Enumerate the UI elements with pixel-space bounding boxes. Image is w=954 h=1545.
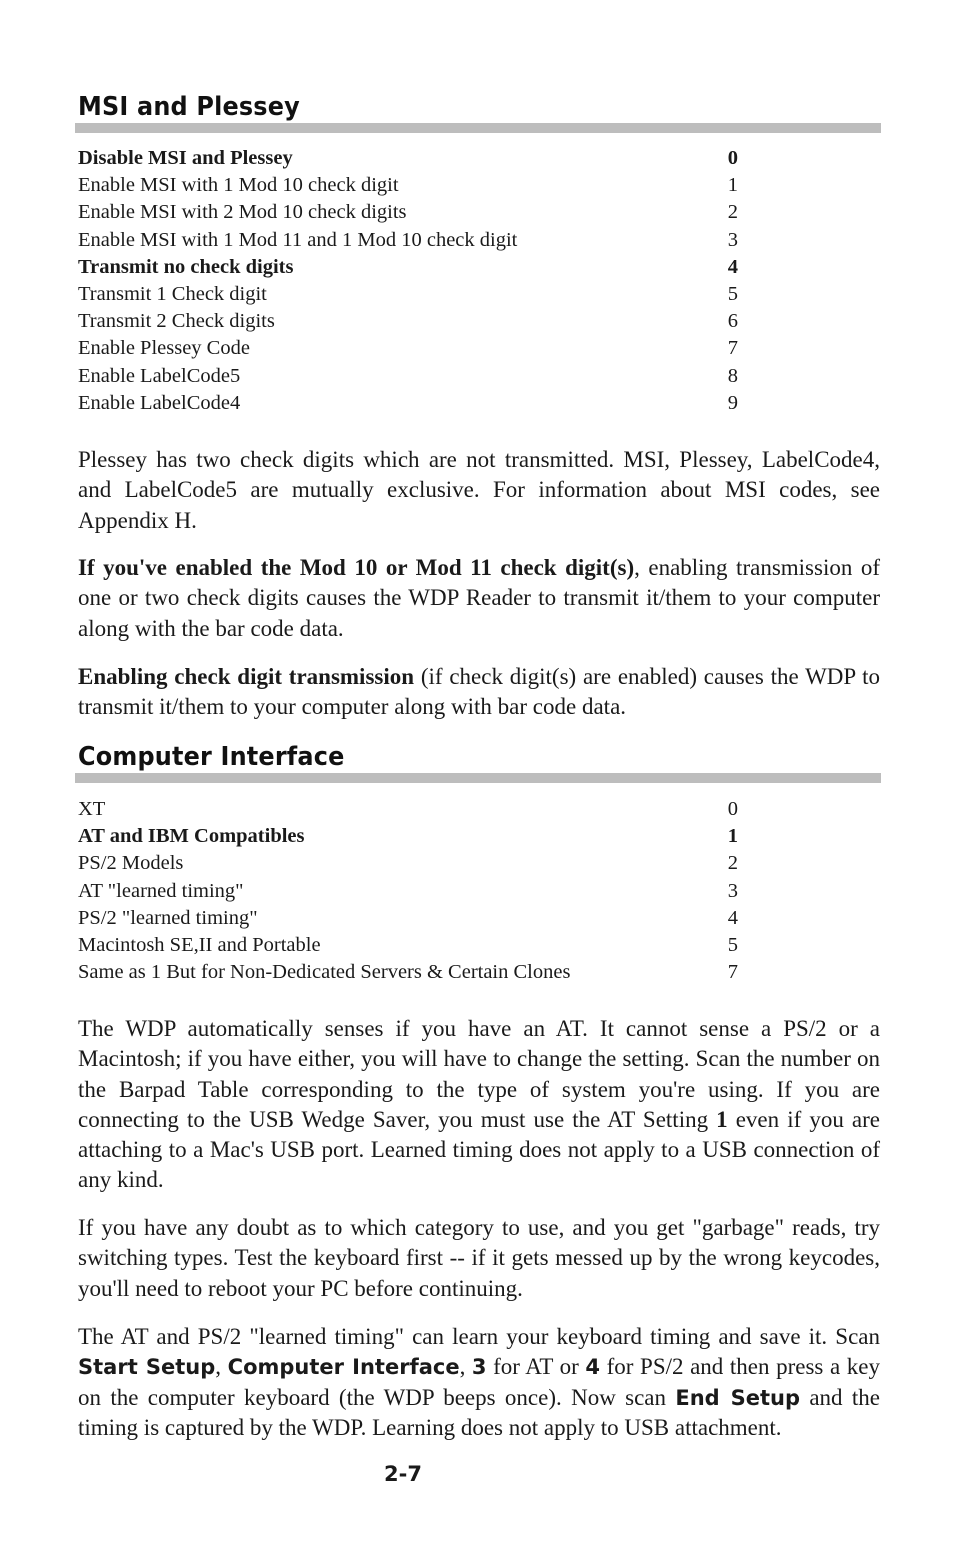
row-value: 4 <box>727 255 738 278</box>
msi-paragraph-3 <box>78 662 880 723</box>
row-label: Transmit no check digits <box>78 255 294 278</box>
row-label: PS/2 Models <box>78 852 184 875</box>
row-value: 0 <box>727 147 738 169</box>
msi-paragraph-2-text: , enabling transmission of one or two check digits causes the WDP Reader to transmit it/them to your computer along with the bar code data. <box>78 555 881 641</box>
row-value: 3 <box>727 879 738 902</box>
table-row <box>78 959 738 986</box>
table-row <box>78 145 738 172</box>
msi-paragraph-3-bold: Enabling check digit transmission <box>78 664 415 689</box>
row-label: Same as 1 But for Non-Dedicated Servers & Certain Clones <box>78 961 571 984</box>
row-label: Transmit 2 Check digits <box>78 310 275 333</box>
row-value: 1 <box>727 825 738 848</box>
table-row <box>78 878 738 905</box>
table-row <box>78 796 738 823</box>
computer-paragraph-2: If you have any doubt as to which category to use, and you get "garbage" reads, try switching types. Test the keyboard first -- if it gets messed up by the wrong keycodes, you'll need to reboot your PC before continuing. <box>78 1215 880 1301</box>
computer-paragraph-3 <box>78 1322 880 1443</box>
msi-plessey-section <box>78 91 882 133</box>
p3-start-setup: Start Setup <box>78 1355 216 1380</box>
msi-options-table <box>78 145 738 417</box>
p3-code-3: 3 <box>471 1355 487 1380</box>
row-label: Enable LabelCode4 <box>78 391 241 414</box>
msi-paragraph-2-bold: If you've enabled the Mod 10 or Mod 11 check digit(s) <box>78 555 635 580</box>
heading-rule <box>75 773 881 783</box>
row-value: 5 <box>727 282 738 305</box>
p3-code-4: 4 <box>585 1355 600 1380</box>
row-value: 0 <box>727 798 738 820</box>
computer-options-table <box>78 796 738 986</box>
row-value: 6 <box>727 310 738 333</box>
table-row <box>78 227 738 254</box>
document-page <box>78 0 882 1545</box>
table-row <box>78 335 738 362</box>
p3-sep-1: , <box>215 1354 228 1380</box>
row-label: AT "learned timing" <box>78 879 244 902</box>
row-value: 9 <box>727 391 738 414</box>
computer-interface-heading: Computer Interface <box>78 742 345 772</box>
row-label: Macintosh SE,II and Portable <box>78 933 321 956</box>
row-value: 3 <box>727 228 738 251</box>
row-label: Enable MSI with 1 Mod 11 and 1 Mod 10 check digit <box>78 228 518 251</box>
row-value: 7 <box>727 337 738 360</box>
computer-paragraph-1 <box>78 1014 880 1196</box>
p3-sep-4: for PS/2 and then press a key on the computer keyboard (the WDP beeps once). Now scan <box>78 1354 881 1410</box>
heading-rule <box>75 123 881 133</box>
table-row <box>78 850 738 877</box>
row-value: 5 <box>727 933 738 956</box>
computer-paragraph-1-text-c: even if you are attaching to a Mac's USB port. Learned timing does not apply to a USB connection of any kind. <box>78 1106 880 1193</box>
row-label: XT <box>78 798 106 820</box>
table-row <box>78 932 738 959</box>
msi-paragraph-3-text: (if check digit(s) are enabled) causes the WDP to transmit it/them to your computer along with bar code data. <box>78 664 880 720</box>
p3-sep-2: , <box>459 1354 472 1380</box>
table-row <box>78 308 738 335</box>
row-label: Enable LabelCode5 <box>78 364 241 387</box>
table-row <box>78 199 738 226</box>
row-value: 2 <box>727 201 738 224</box>
computer-interface-section <box>78 741 882 783</box>
row-label: Enable MSI with 2 Mod 10 check digits <box>78 201 407 224</box>
row-label: Transmit 1 Check digit <box>78 282 267 305</box>
row-label: AT and IBM Compatibles <box>78 825 305 848</box>
row-value: 2 <box>727 852 738 875</box>
p3-end-setup: End Setup <box>675 1385 800 1410</box>
computer-paragraph-1-setting: 1 <box>716 1106 728 1132</box>
row-value: 8 <box>727 364 738 387</box>
table-row <box>78 281 738 308</box>
msi-plessey-heading: MSI and Plessey <box>78 92 300 122</box>
p3-text-a: The AT and PS/2 "learned timing" can learn your keyboard timing and save it. Scan <box>78 1324 880 1349</box>
row-value: 4 <box>727 906 738 929</box>
row-label: Enable Plessey Code <box>78 337 250 360</box>
row-label: Enable MSI with 1 Mod 10 check digit <box>78 174 399 197</box>
row-label: Disable MSI and Plessey <box>78 147 293 169</box>
computer-paragraph-1-text-a: The WDP automatically senses if you have an AT. It cannot sense a PS/2 or a Macintosh; if you have either, you will have to change the setting. Scan the number on the Barpad Table corresponding to the type of system you're using. If you are connecting to the USB Wedge Saver, you must use the AT Setting <box>78 1016 880 1132</box>
p3-sep-5: and the timing is captured by the WDP. Learning does not apply to USB attachment. <box>78 1384 880 1440</box>
msi-paragraph-2 <box>78 553 880 644</box>
table-row <box>78 363 738 390</box>
table-row <box>78 823 738 850</box>
msi-paragraph-1: Plessey has two check digits which are not transmitted. MSI, Plessey, LabelCode4, and LabelCode5 are mutually exclusive. For information about MSI codes, see Appendix H. <box>78 447 880 533</box>
page-number: 2-7 <box>384 1462 422 1486</box>
row-value: 7 <box>727 961 738 984</box>
table-row <box>78 254 738 281</box>
table-row <box>78 905 738 932</box>
p3-computer-interface: Computer Interface <box>227 1355 460 1380</box>
p3-sep-3: for AT or <box>486 1354 586 1380</box>
row-label: PS/2 "learned timing" <box>78 906 258 929</box>
table-row <box>78 390 738 417</box>
row-value: 1 <box>727 174 738 197</box>
table-row <box>78 172 738 199</box>
